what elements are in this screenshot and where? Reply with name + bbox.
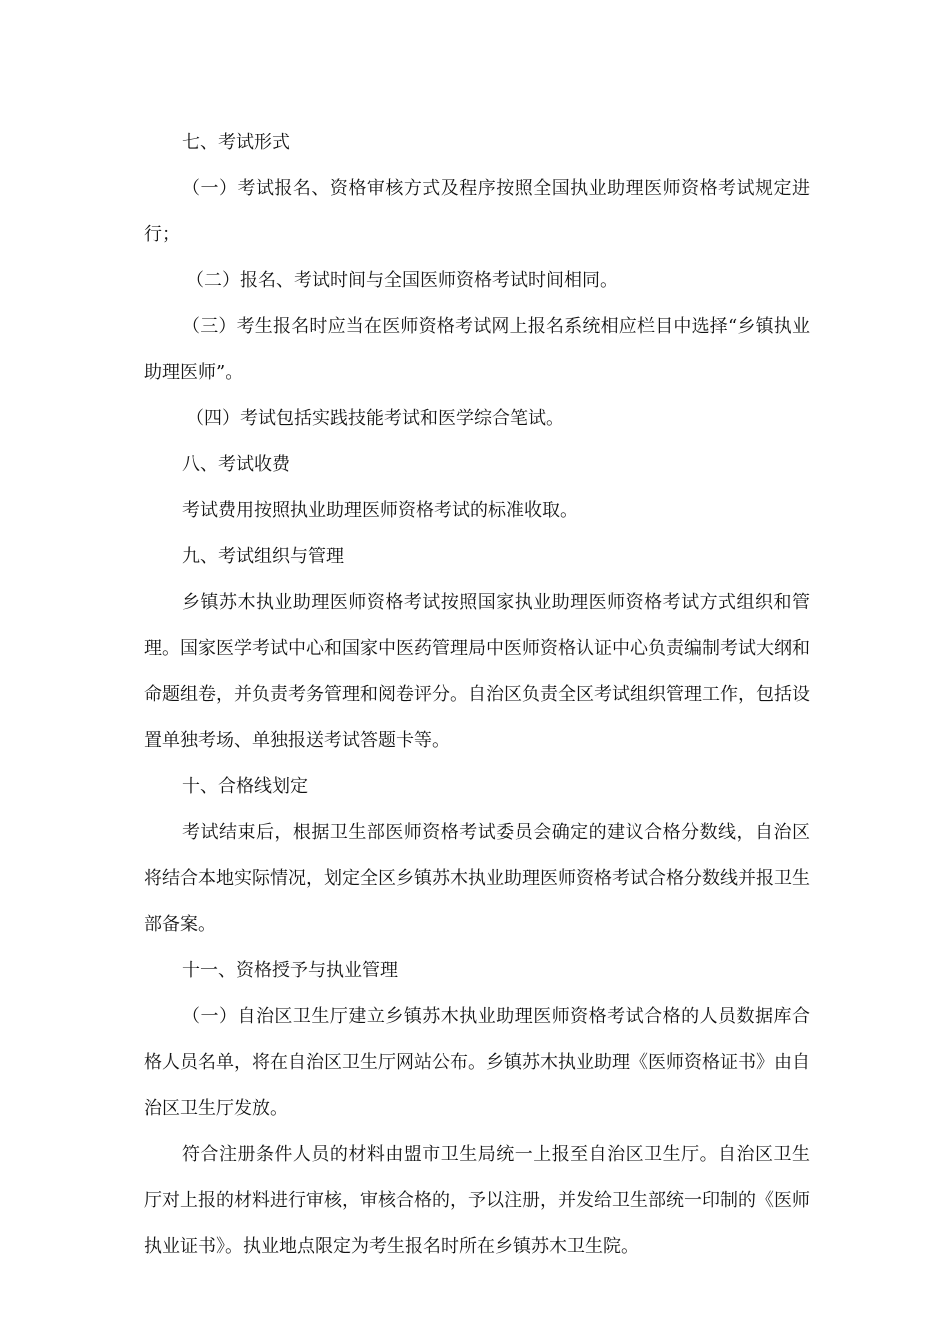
document-body	[144, 120, 810, 1270]
paragraph-exam-content: （四）考试包括实践技能考试和医学综合笔试。	[186, 408, 564, 429]
paragraph-exam-registration: （一）考试报名、资格审核方式及程序按照全国执业助理医师资格考试规定进行；	[144, 178, 810, 245]
paragraph-passing-line: 考试结束后，根据卫生部医师资格考试委员会确定的建议合格分数线，自治区将结合本地实际情况，划定全区乡镇苏木执业助理医师资格考试合格分数线并报卫生部备案。	[144, 822, 810, 935]
section-heading-exam-organization: 九、考试组织与管理	[182, 546, 344, 567]
paragraph-exam-organization: 乡镇苏木执业助理医师资格考试按照国家执业助理医师资格考试方式组织和管理。国家医学考试中心和国家中医药管理局中医师资格认证中心负责编制考试大纲和命题组卷，并负责考务管理和阅卷评分。自治区负责全区考试组织管理工作，包括设置单独考场、单独报送考试答题卡等。	[144, 592, 810, 751]
paragraph-exam-fees: 考试费用按照执业助理医师资格考试的标准收取。	[182, 500, 578, 521]
paragraph-exam-time: （二）报名、考试时间与全国医师资格考试时间相同。	[186, 270, 618, 291]
paragraph-qualification-database: （一）自治区卫生厅建立乡镇苏木执业助理医师资格考试合格的人员数据库合格人员名单，将在自治区卫生厅网站公布。乡镇苏木执业助理《医师资格证书》由自治区卫生厅发放。	[144, 1006, 810, 1119]
paragraph-exam-category: （三）考生报名时应当在医师资格考试网上报名系统相应栏目中选择“乡镇执业助理医师”。	[144, 316, 810, 383]
section-heading-exam-fees: 八、考试收费	[182, 454, 290, 475]
section-heading-qualification: 十一、资格授予与执业管理	[182, 960, 398, 981]
paragraph-registration-materials: 符合注册条件人员的材料由盟市卫生局统一上报至自治区卫生厅。自治区卫生厅对上报的材料进行审核，审核合格的，予以注册，并发给卫生部统一印制的《医师执业证书》。执业地点限定为考生报名时所在乡镇苏木卫生院。	[144, 1144, 810, 1257]
section-heading-passing-line: 十、合格线划定	[182, 776, 308, 797]
section-heading-exam-format: 七、考试形式	[182, 132, 290, 153]
